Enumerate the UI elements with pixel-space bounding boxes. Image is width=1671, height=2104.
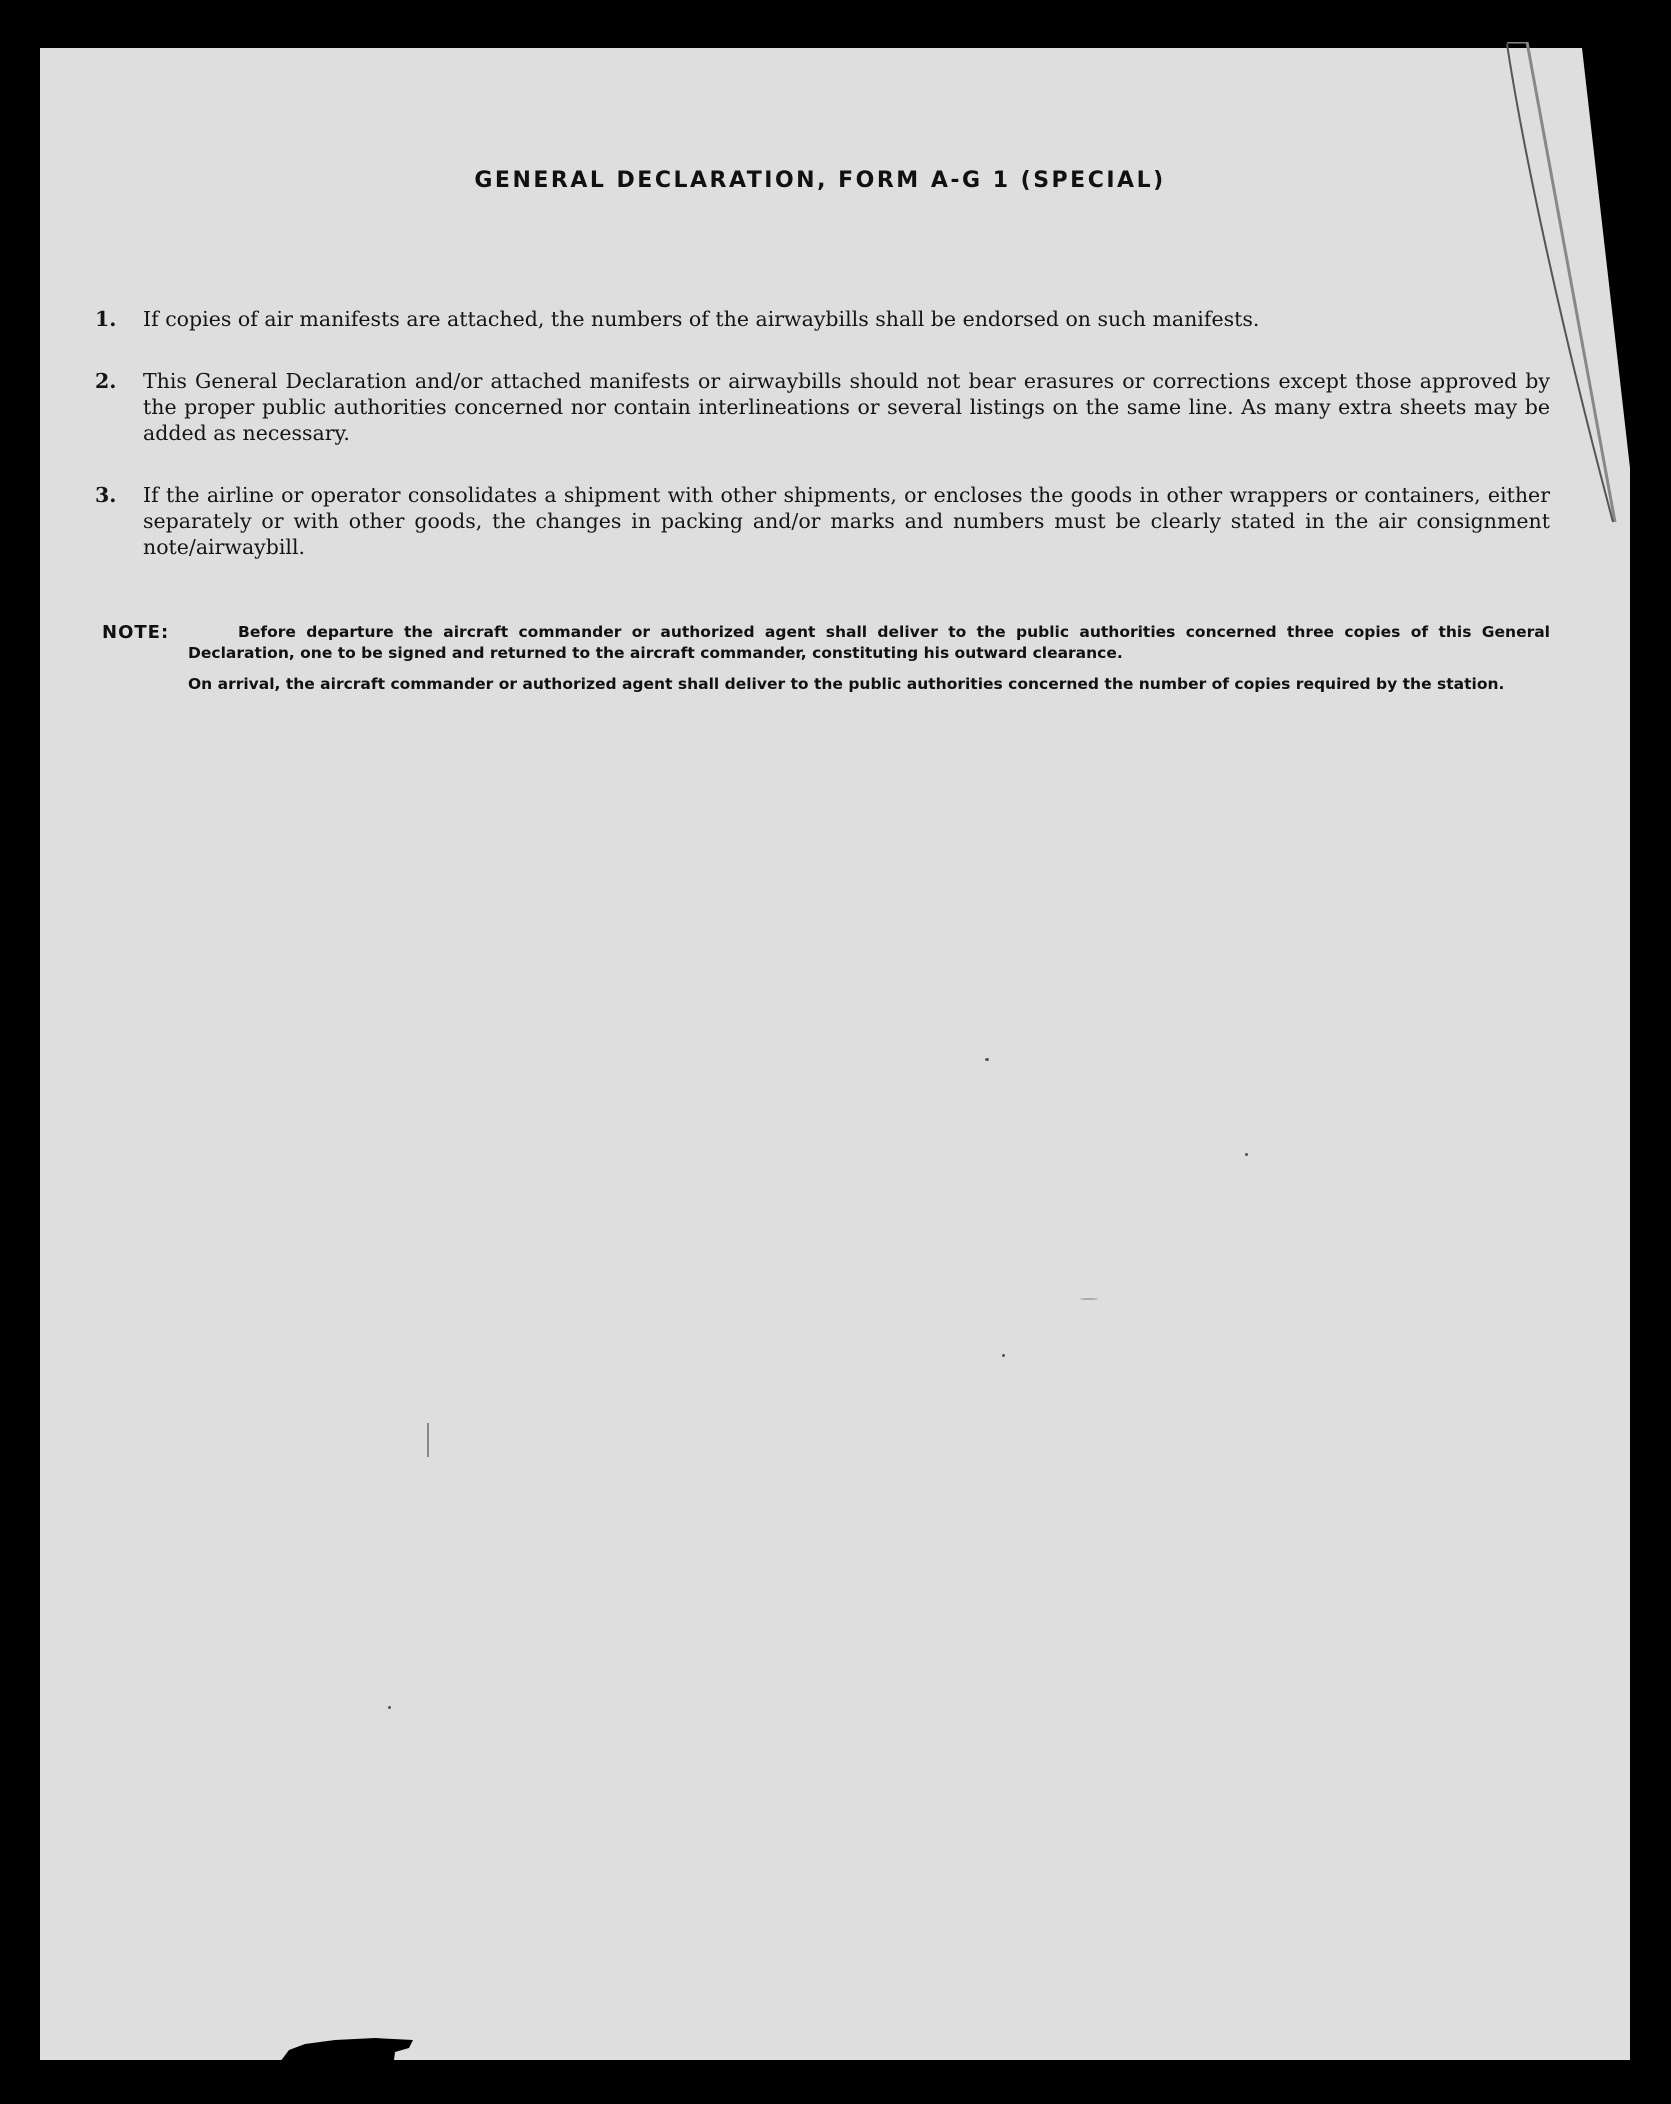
list-item: [95, 306, 1550, 332]
item-number: 3.: [95, 483, 117, 507]
item-number: 1.: [95, 307, 117, 331]
torn-edge-mark: [275, 2028, 415, 2068]
instruction-list: [95, 306, 1550, 596]
dust-speck: [1002, 1354, 1005, 1357]
note-section: [102, 622, 1550, 695]
list-item: [95, 368, 1550, 446]
note-paragraph-departure: Before departure the aircraft commander or authorized agent shall deliver to the public authorities concerned three copies of this General Declaration, one to be signed and returned to the aircraft commander, constituting his outward clearance.: [188, 623, 1550, 662]
item-number: 2.: [95, 369, 117, 393]
dust-speck: [1245, 1153, 1248, 1156]
note-label: NOTE:: [102, 622, 170, 643]
dust-speck: [1080, 1298, 1098, 1300]
dust-speck: [388, 1706, 391, 1709]
note-row: [102, 622, 1550, 664]
dust-speck: [427, 1423, 429, 1457]
document-title: GENERAL DECLARATION, FORM A-G 1 (SPECIAL): [474, 168, 1166, 193]
note-paragraph-arrival: On arrival, the aircraft commander or authorized agent shall deliver to the public authorities concerned the number of copies required by the station.: [188, 675, 1505, 693]
item-text: If the airline or operator consolidates a shipment with other shipments, or encloses the goods in other wrappers or containers, either separately or with other goods, the changes in packing and/or marks and numbers must be clearly stated in the air consignment note/airwaybill.: [143, 483, 1550, 559]
item-text: If copies of air manifests are attached, the numbers of the airwaybills shall be endorsed on such manifests.: [143, 307, 1260, 331]
dust-speck: [985, 1058, 989, 1061]
item-text: This General Declaration and/or attached manifests or airwaybills should not bear erasures or corrections except those approved by the proper public authorities concerned nor contain interlineations or several listings on the same line. As many extra sheets may be added as necessary.: [143, 369, 1550, 445]
list-item: [95, 482, 1550, 560]
